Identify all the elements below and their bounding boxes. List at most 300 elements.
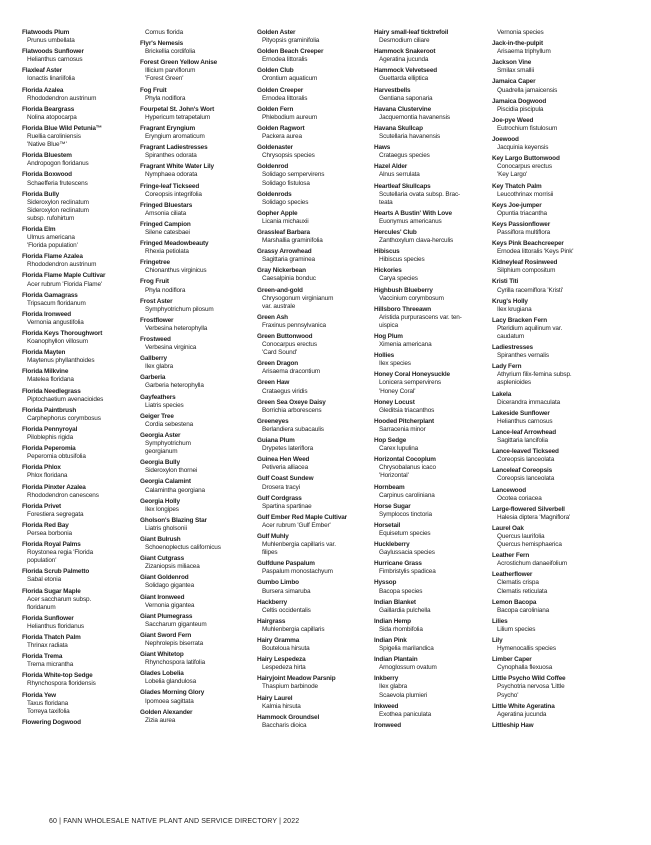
scientific-name: Sabal etonia [27,576,61,584]
scientific-name: Spigelia marilandica [379,645,434,653]
plant-entry [374,287,489,303]
plant-entry [492,183,609,199]
plant-entry [374,522,489,538]
scientific-name: Koanophyllon villosum [27,338,88,346]
plant-entry [492,59,609,75]
scientific-name: Alnus serrulata [379,171,420,179]
common-name: Florida Flame Maple Cultivar [22,272,106,280]
scientific-name: Helianthus floridanus [27,622,84,630]
plant-entry [140,670,254,686]
plant-entry [374,618,489,634]
scientific-name: Phyla nodiflora [145,94,186,102]
column-5 [492,29,609,819]
common-name: Gulf Muhly [257,532,289,540]
plant-entry [492,448,609,464]
common-name: Honey Coral Honeysuckle [374,371,450,379]
scientific-name: Calamintha georgiana [145,486,205,494]
scientific-name: Baccharis dioica [262,721,307,729]
plant-entry [22,171,137,187]
scientific-name: Nymphaea odorata [145,171,198,179]
common-name: Hairy Laurel [257,694,293,702]
scientific-name: Solidago species [262,198,309,206]
common-name: Lance-leaf Arrowhead [492,428,556,436]
plant-entry [257,495,371,511]
scientific-name: Piptochaetium avenacioides [27,395,104,403]
scientific-name: Ruellia caroliniensis 'Native Blue™' [27,133,81,149]
common-name: Gumbo Limbo [257,579,299,587]
common-name: Florida Pinxter Azalea [22,483,86,491]
scientific-name: Conocarpus erectus 'Key Largo' [497,163,552,179]
common-name: Limber Caper [492,656,532,664]
scientific-name: Roystonea regia 'Florida population' [27,549,93,565]
scientific-name: Rhynchospora floridensis [27,680,96,688]
plant-entry [257,533,371,557]
plant-entry [22,407,137,423]
plant-entry [257,333,371,357]
scientific-name: Berlandiera subacaulis [262,425,324,433]
scientific-name: Aristida purpurascens var. ten- uispica [379,313,462,329]
plant-entry [140,413,254,429]
scientific-name: Coreopsis integrifolia [145,190,202,198]
common-name: Lancewood [492,486,526,494]
scientific-name: Ageratina jucunda [379,56,429,64]
scientific-name: Smilax smallii [497,67,534,75]
common-name: Lakeside Sunflower [492,409,550,417]
plant-entry [492,571,609,595]
plant-entry [257,437,371,453]
scientific-name: Passiflora multiflora [497,228,551,236]
scientific-name: Spiranthes vernalis [497,352,549,360]
plant-entry [374,703,489,719]
scientific-name: Petiveria alliacea [262,464,309,472]
common-name: Fringed Bluestars [140,201,193,209]
common-name: Little White Ageratina [492,702,555,710]
plant-entry [257,418,371,434]
scientific-name: Sagittaria lancifolia [497,437,548,445]
plant-entry [257,379,371,395]
plant-entry [22,311,137,327]
scientific-name: Rhododendron austrinum [27,261,97,269]
scientific-name: Illicium parviflorum 'Forest Green' [145,67,196,83]
scientific-name: Eryngium aromaticum [145,133,205,141]
scientific-name: Ionactis linariifolia [27,75,75,83]
common-name: Keys Joe-jumper [492,201,542,209]
common-name: Honey Locust [374,398,415,406]
plant-entry [140,144,254,160]
plant-entry [22,292,137,308]
common-name: Huckleberry [374,541,410,549]
plant-entry [140,613,254,629]
plant-entry [257,248,371,264]
plant-entry [492,675,609,699]
plant-entry [492,637,609,653]
plant-entry [22,330,137,346]
common-name: Grassleaf Barbara [257,228,310,236]
column-2 [140,29,254,819]
scientific-name: Kalmia hirsuta [262,702,301,710]
scientific-name: Vernonia species [497,29,544,36]
plant-entry [492,656,609,672]
common-name: Florida Sunflower [22,614,74,622]
scientific-name: Spartina spartinae [262,502,312,510]
common-name: Golden Aster [257,29,296,36]
plant-entry [22,349,137,365]
common-name: Hackberry [257,598,288,606]
common-name: Hairgrass [257,617,286,625]
plant-entry [492,221,609,237]
scientific-name: Lonicera sempervirens 'Honey Coral' [379,379,441,395]
common-name: Golden Alexander [140,708,193,716]
plant-entry [492,98,609,114]
common-name: Florida Trema [22,653,63,661]
scientific-name: Vernonia gigantea [145,601,195,609]
plant-entry [140,202,254,218]
scientific-name: Nephrolepis biserrata [145,640,204,647]
common-name: Hammock Velvetseed [374,67,438,75]
scientific-name: Carya species [379,275,418,283]
common-name: Florida Needlegrass [22,387,81,395]
common-name: Gulfdune Paspalum [257,560,315,568]
scientific-name: Ipomoea sagittata [145,697,194,705]
plant-entry [374,579,489,595]
common-name: Green Sea Oxeye Daisy [257,398,326,406]
scientific-name: Solidago sempervirens Solidago fistulosa [262,171,325,187]
common-name: Lilies [492,617,508,625]
scientific-name: Garberia heterophylla [145,382,204,390]
common-name: Glades Morning Glory [140,689,205,697]
scientific-name: Acer rubrum 'Gulf Ember' [262,521,331,529]
plant-entry [22,445,137,461]
common-name: Forest Green Yellow Anise [140,59,218,67]
column-1 [22,29,137,819]
common-name: Fringetree [140,259,170,267]
scientific-name: Prunus umbellata [27,37,75,45]
plant-entry [374,67,489,83]
plant-entry [492,618,609,634]
scientific-name: Helianthus carnosus [497,417,553,425]
common-name: Horse Sugar [374,502,411,510]
plant-entry [492,363,609,387]
common-name: Gallberry [140,355,167,363]
plant-entry [374,418,489,434]
plant-entry [140,374,254,390]
scientific-name: Licania michauxii [262,217,309,225]
plant-entry [492,202,609,218]
plant-entry [374,599,489,615]
scientific-name: Saccharum giganteum [145,620,207,628]
plant-entry [492,78,609,94]
scientific-name: Ilex krugiana [497,305,532,313]
plant-entry [257,48,371,64]
common-name: Hog Plum [374,333,403,340]
plant-entry [140,259,254,275]
common-name: Florida Milkvine [22,368,69,376]
common-name: Havana Clustervine [374,105,432,113]
plant-entry [22,634,137,650]
scientific-name: Borrichia arborescens [262,406,322,414]
common-name: Fragrant Eryngium [140,124,195,132]
scientific-name: Thaspium barbinode [262,683,318,691]
plant-entry [492,29,609,37]
scientific-name: Lespedeza hirta [262,664,306,672]
plant-entry [492,552,609,568]
common-name: Hickories [374,267,402,275]
plant-entry [140,689,254,705]
plant-entry [140,632,254,648]
common-name: Jackson Vine [492,59,532,67]
scientific-name: Bursera simaruba [262,587,311,595]
scientific-name: Marshallia graminifolia [262,237,323,245]
common-name: Florida Gamagrass [22,291,78,299]
scientific-name: Silphium compositum [497,267,556,275]
scientific-name: Matelea floridana [27,376,74,384]
scientific-name: Piloblephis rigida [27,434,74,442]
common-name: Key Largo Buttonwood [492,155,560,163]
plant-entry [257,579,371,595]
scientific-name: Chrysogonum virginianum var. australe [262,294,334,310]
plant-entry [257,163,371,187]
common-name: Flowering Dogwood [22,718,81,726]
plant-entry [140,183,254,199]
common-name: Frostflower [140,316,174,324]
scientific-name: Crataegus species [379,152,430,160]
common-name: Florida Peperomia [22,445,76,453]
common-name: Hairyjoint Meadow Parsnip [257,675,336,683]
common-name: Littleship Haw [492,721,534,729]
common-name: Hooded Pitcherplant [374,417,435,425]
common-name: Hollies [374,352,395,360]
common-name: Florida Pennyroyal [22,425,78,433]
plant-entry [492,344,609,360]
scientific-name: Schoenoplectus californicus [145,544,221,552]
scientific-name: Acer rubrum 'Florida Flame' [27,280,102,288]
scientific-name: Athyrium filix-femina subsp. asplenioides [497,371,572,387]
common-name: Glades Lobelia [140,670,184,678]
plant-entry [492,155,609,179]
common-name: Fourpetal St. John's Wort [140,105,215,113]
scientific-name: Fimbristylis spadicea [379,568,436,576]
scientific-name: Piscidia piscipula [497,105,544,113]
plant-entry [140,317,254,333]
common-name: Giant Whitetop [140,651,184,659]
common-name: Hearts A Bustin' With Love [374,209,452,217]
scientific-name: Taxus floridana Torreya taxifolia [27,699,70,715]
common-name: Georgia Bully [140,459,180,467]
scientific-name: Forestiera segregata [27,510,84,518]
common-name: Inkberry [374,675,399,683]
common-name: Golden Club [257,67,294,75]
scientific-name: Drosera tracyi [262,483,300,491]
plant-entry [374,503,489,519]
scientific-name: Packera aurea [262,133,302,141]
common-name: Hillsboro Threeawn [374,305,431,313]
scientific-name: Rhododendron austrinum [27,94,97,102]
plant-entry [492,391,609,407]
scientific-name: Dicerandra immaculata [497,398,561,406]
plant-entry [257,125,371,141]
scientific-name: Desmodium ciliare [379,37,430,45]
scientific-name: Gentiana saponaria [379,94,433,102]
common-name: Kristi Titi [492,278,519,286]
common-name: Hibiscus [374,248,400,256]
common-name: Ironweed [374,721,402,729]
plant-entry [140,478,254,494]
plant-entry [22,503,137,519]
plant-entry [374,248,489,264]
plant-entry [492,117,609,133]
scientific-name: Sida rhombifolia [379,625,423,633]
scientific-name: Andropogon floridanus [27,160,89,168]
plant-entry [257,229,371,245]
common-name: Lemon Bacopa [492,598,537,606]
scientific-name: Carpinus caroliniana [379,491,435,499]
plant-entry [374,675,489,699]
plant-entry [374,541,489,557]
plant-entry [22,191,137,223]
scientific-name: Ageratina jucunda [497,710,547,718]
common-name: Florida Flame Azalea [22,253,83,261]
scientific-name: Eutrochium fistulosum [497,124,558,132]
scientific-name: Bacopa caroliniana [497,606,550,614]
plant-entry [492,467,609,483]
scientific-name: Cordia sebestena [145,420,194,428]
common-name: Giant Plumegrass [140,612,193,620]
common-name: Giant Goldenrod [140,574,189,582]
scientific-name: Chrysobalanus icaco 'Horizontal' [379,464,436,480]
common-name: Frostweed [140,336,171,343]
scientific-name: Arisaema triphyllum [497,48,551,56]
common-name: Fringed Campion [140,220,191,228]
column-4 [374,29,489,819]
common-name: Guinea Hen Weed [257,456,310,464]
common-name: Krug's Holly [492,297,528,305]
common-name: Horsetail [374,521,401,529]
plant-entry [492,278,609,294]
scientific-name: Guettarda elliptica [379,75,429,83]
plant-entry [374,48,489,64]
plant-entry [374,656,489,672]
common-name: Hairy Lespedeza [257,656,306,664]
common-name: Lakela [492,390,512,398]
plant-entry [22,692,137,716]
common-name: Highbush Blueberry [374,286,433,294]
common-name: Key Thatch Palm [492,182,542,190]
plant-entry [140,221,254,237]
common-name: Hornbeam [374,483,405,491]
plant-entry [374,125,489,141]
scientific-name: Ilex glabra [145,363,174,371]
plant-entry [257,29,371,45]
plant-entry [140,336,254,352]
plant-entry [140,59,254,83]
plant-entry [374,229,489,245]
common-name: Lily [492,637,503,644]
scientific-name: Vernonia angustifolia [27,318,84,326]
scientific-name: Maytenus phyllanthoides [27,357,95,365]
plant-entry [22,653,137,669]
plant-entry [374,437,489,453]
common-name: Leatherflower [492,571,533,579]
common-name: Hercules' Club [374,228,417,236]
plant-entry [257,314,371,330]
scientific-name: Zanthoxylum clava-herculis [379,237,454,245]
scientific-name: Carex lupulina [379,445,419,453]
plant-entry [140,651,254,667]
common-name: Flatwoods Plum [22,29,70,36]
scientific-name: Euonymus americanus [379,217,442,225]
common-name: Laurel Oak [492,524,524,532]
common-name: Florida Royal Palms [22,541,81,549]
scientific-name: Arnoglossum ovatum [379,664,437,672]
common-name: Goldenrods [257,190,292,198]
scientific-name: Ilex species [379,360,411,368]
scientific-name: Cynophalla flexuosa [497,664,553,672]
common-name: Florida Blue Wild Petunia™ [22,124,103,132]
scientific-name: Cornus florida [145,29,183,36]
scientific-name: Ulmus americana 'Florida population' [27,234,78,250]
common-name: Lance-leaved Tickseed [492,448,559,456]
plant-entry [22,464,137,480]
scientific-name: Symphyotrichum georgianum [145,440,191,456]
common-name: Indian Pink [374,637,407,644]
common-name: Florida Azalea [22,86,64,94]
common-name: Hairy small-leaf ticktrefoil [374,29,449,36]
plant-entry [22,426,137,442]
plant-entry [374,637,489,653]
scientific-name: Acrostichum danaeifolium [497,560,568,568]
common-name: Florida Beargrass [22,105,75,113]
scientific-name: Exothea paniculata [379,710,432,718]
scientific-name: Cyrilla racemiflora 'Kristi' [497,286,563,294]
scientific-name: Gleditsia triacanthos [379,406,435,414]
common-name: Georgia Holly [140,497,180,505]
scientific-name: Trema micrantha [27,661,74,669]
scientific-name: Symplocos tinctoria [379,510,432,518]
plant-entry [257,656,371,672]
common-name: Gulf Ember Red Maple Cultivar [257,513,348,521]
scientific-name: Coreopsis lanceolata [497,456,555,464]
scientific-name: Symphyotrichum pilosum [145,305,214,313]
common-name: Fragrant White Water Lily [140,163,214,171]
plant-entry [374,306,489,330]
scientific-name: Sagittaria graminea [262,256,315,264]
scientific-name: Ernodea littoralis 'Keys Pink' [497,248,574,256]
plant-entry [140,555,254,571]
plant-entry [374,29,489,45]
common-name: Frog Fruit [140,278,169,286]
scientific-name: Opuntia triacantha [497,209,547,217]
plant-entry [257,695,371,711]
plant-entry [22,106,137,122]
common-name: Fragrant Ladiestresses [140,144,208,152]
plant-directory-columns [22,29,639,819]
plant-entry [22,368,137,384]
scientific-name: Liatris gholsonii [145,524,187,532]
plant-entry [140,594,254,610]
common-name: Jamaica Dogwood [492,97,547,105]
scientific-name: Thrinax radiata [27,642,68,650]
common-name: Florida Phlox [22,464,61,472]
plant-entry [492,259,609,275]
common-name: Georgia Calamint [140,478,191,486]
common-name: Fringed Meadowbeauty [140,240,209,248]
plant-entry [492,487,609,503]
common-name: Giant Cutgrass [140,555,185,563]
plant-entry [257,267,371,283]
plant-entry [374,87,489,103]
plant-entry [140,574,254,590]
scientific-name: Jacquemontia havanensis [379,113,450,121]
